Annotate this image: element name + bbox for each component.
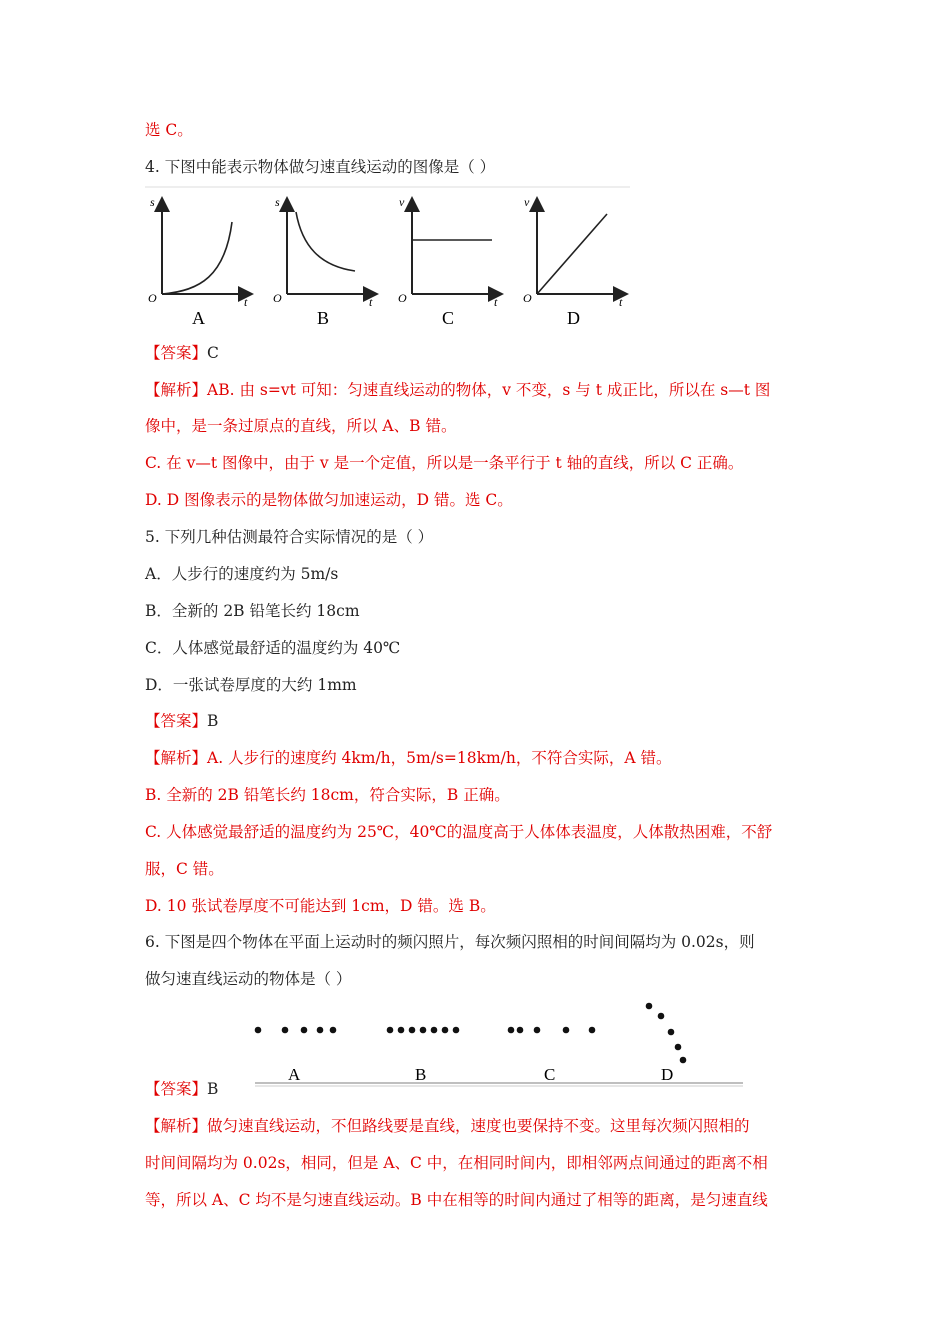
graph-a-label: A	[192, 308, 205, 328]
question-5-option-c: C．人体感觉最舒适的温度约为 40℃	[145, 639, 401, 657]
question-6-strobe-figure	[245, 998, 745, 1090]
question-5-option-d: D．一张试卷厚度的大约 1mm	[145, 676, 357, 694]
dots-b-label: B	[415, 1065, 427, 1084]
graph-d	[523, 195, 625, 328]
question-5-analysis-line-4: 服，C 错。	[145, 860, 224, 878]
dots-c	[508, 1027, 596, 1034]
graph-b	[273, 195, 375, 328]
answer-value: B	[207, 712, 219, 730]
graph-b-y-label: s	[275, 195, 280, 209]
graph-d-origin: O	[523, 291, 532, 305]
dots-b	[387, 1027, 460, 1034]
graph-b-origin: O	[273, 291, 282, 305]
graph-a-y-label: s	[150, 195, 155, 209]
graph-c-origin: O	[398, 291, 407, 305]
question-5-option-b: B．全新的 2B 铅笔长约 18cm	[145, 602, 360, 620]
question-5-analysis-line-1	[145, 748, 672, 768]
answer-value: B	[207, 1080, 219, 1098]
answer-tag: 【答案】	[145, 1080, 208, 1098]
answer-tag: 【答案】	[145, 712, 208, 730]
graph-d-y-label: v	[524, 195, 530, 209]
question-4-analysis-line-4: D. D 图像表示的是物体做匀加速运动，D 错。选 C。	[145, 491, 513, 509]
question-6-stem-line-1: 6. 下图是四个物体在平面上运动时的频闪照片，每次频闪照相的时间间隔均为 0.02s，则	[145, 933, 755, 951]
analysis-tag: 【解析】	[145, 381, 208, 399]
question-6-analysis-line-2: 时间间隔均为 0.02s，相同，但是 A、C 中，在相同时间内，即相邻两点间通过的距离不相	[145, 1154, 768, 1172]
question-5-option-a: A．人步行的速度约为 5m/s	[145, 565, 339, 583]
graph-c	[398, 195, 500, 328]
dots-c-label: C	[544, 1065, 556, 1084]
analysis-tag: 【解析】	[145, 749, 208, 767]
question-6-stem-line-2: 做匀速直线运动的物体是（ ）	[145, 970, 352, 988]
graph-c-label: C	[442, 308, 455, 328]
dots-d-label: D	[661, 1065, 674, 1084]
question-4-analysis-line-2: 像中，是一条过原点的直线，所以 A、B 错。	[145, 417, 457, 435]
question-4-analysis-line-3: C. 在 v—t 图像中，由于 v 是一个定值，所以是一条平行于 t 轴的直线，所以 C 正确。	[145, 454, 744, 472]
question-5-answer	[145, 711, 218, 731]
question-5-analysis-line-2: B. 全新的 2B 铅笔长约 18cm，符合实际，B 正确。	[145, 786, 510, 804]
question-6-answer	[145, 1079, 218, 1099]
question-6-analysis-line-3: 等，所以 A、C 均不是匀速直线运动。B 中在相等的时间内通过了相等的距离，是匀速直线	[145, 1191, 768, 1209]
dots-a-label: A	[288, 1065, 301, 1084]
graph-b-label: B	[317, 308, 330, 328]
question-4-stem: 4. 下图中能表示物体做匀速直线运动的图像是（ ）	[145, 158, 496, 176]
graph-b-x-label: t	[369, 295, 373, 309]
question-4-answer	[145, 343, 219, 363]
analysis-tag: 【解析】	[145, 1117, 208, 1135]
answer-tag: 【答案】	[145, 344, 208, 362]
graph-a-origin: O	[148, 291, 157, 305]
analysis-text: AB. 由 s=vt 可知：匀速直线运动的物体，v 不变，s 与 t 成正比，所以在 s—t 图	[207, 381, 771, 399]
graph-d-x-label: t	[619, 295, 623, 309]
question-6-analysis-line-1	[145, 1116, 750, 1136]
question-4-analysis-line-1	[145, 380, 770, 400]
question-5-analysis-line-3: C. 人体感觉最舒适的温度约为 25℃，40℃的温度高于人体体表温度，人体散热困难，不舒	[145, 823, 773, 841]
previous-answer-conclusion: 选 C。	[145, 121, 193, 139]
graph-a-x-label: t	[244, 295, 248, 309]
analysis-text: A. 人步行的速度约 4km/h，5m/s=18km/h，不符合实际，A 错。	[207, 749, 672, 767]
graph-a	[148, 195, 250, 328]
question-4-graphs-figure	[140, 186, 640, 331]
graph-c-x-label: t	[494, 295, 498, 309]
question-5-analysis-line-5: D. 10 张试卷厚度不可能达到 1cm，D 错。选 B。	[145, 897, 496, 915]
graph-d-label: D	[567, 308, 580, 328]
question-5-stem: 5. 下列几种估测最符合实际情况的是（ ）	[145, 528, 434, 546]
answer-value: C	[207, 344, 219, 362]
dots-a	[255, 1027, 337, 1034]
analysis-text: 做匀速直线运动，不但路线要是直线，速度也要保持不变。这里每次频闪照相的	[207, 1117, 750, 1135]
dots-d	[646, 1003, 687, 1064]
graph-c-y-label: v	[399, 195, 405, 209]
